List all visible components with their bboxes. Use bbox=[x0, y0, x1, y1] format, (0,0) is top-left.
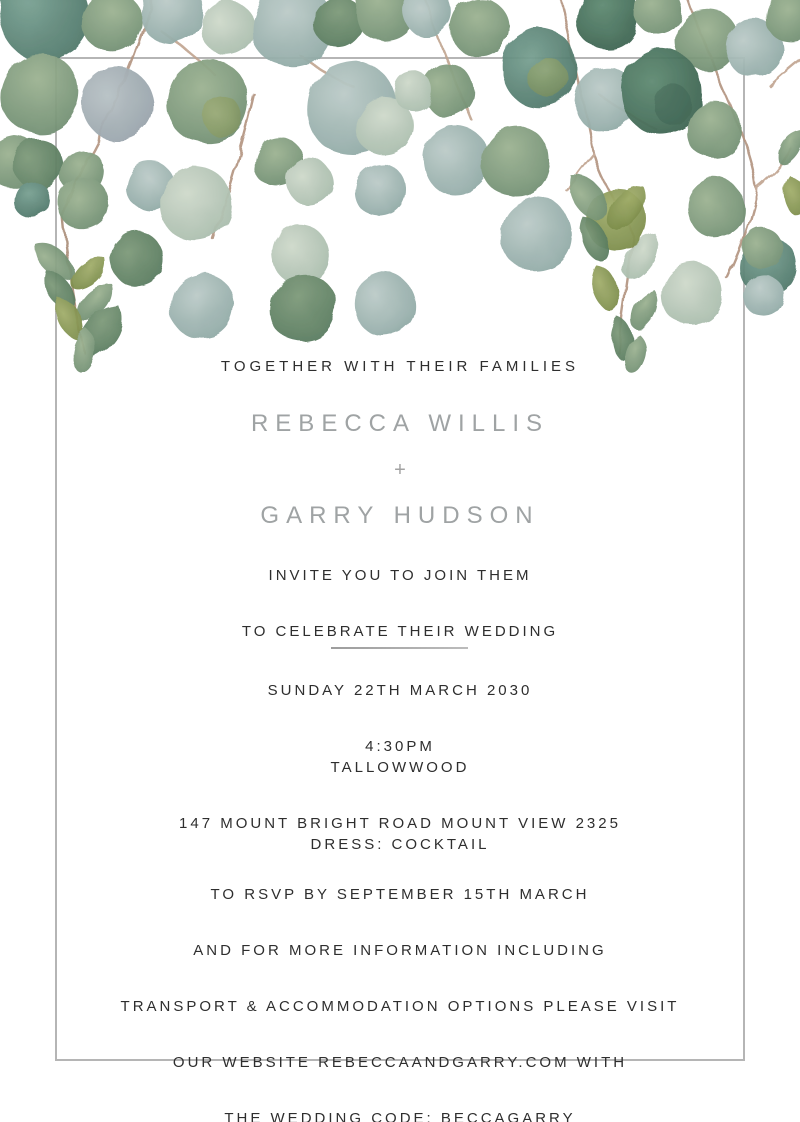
venue-address: 147 MOUNT BRIGHT ROAD MOUNT VIEW 2325 bbox=[179, 815, 621, 832]
dress-code: DRESS: COCKTAIL bbox=[310, 836, 490, 853]
divider-rule bbox=[331, 647, 468, 649]
event-time: 4:30PM bbox=[365, 738, 435, 755]
partner1-name: REBECCA WILLIS bbox=[250, 410, 550, 437]
venue-block bbox=[0, 754, 800, 838]
rsvp-line-4: OUR WEBSITE REBECCAANDGARRY.COM WITH bbox=[172, 1054, 628, 1071]
rsvp-line-2: AND FOR MORE INFORMATION INCLUDING bbox=[193, 942, 607, 959]
event-date: SUNDAY 22TH MARCH 2030 bbox=[267, 682, 533, 699]
date-time-block bbox=[0, 677, 800, 761]
rsvp-line-1: TO RSVP BY SEPTEMBER 15TH MARCH bbox=[210, 886, 590, 903]
rsvp-line-5: THE WEDDING CODE: BECCAGARRY bbox=[224, 1110, 576, 1122]
rsvp-line-3: TRANSPORT & ACCOMMODATION OPTIONS PLEASE VISIT bbox=[120, 998, 680, 1015]
intro-line: TOGETHER WITH THEIR FAMILIES bbox=[220, 358, 580, 375]
invite-message bbox=[0, 562, 800, 646]
rsvp-block bbox=[0, 881, 800, 1122]
invite-line-1: INVITE YOU TO JOIN THEM bbox=[268, 567, 532, 584]
partner2-name: GARRY HUDSON bbox=[260, 502, 540, 529]
eucalyptus-foliage-illustration bbox=[0, 0, 800, 380]
venue-name: TALLOWWOOD bbox=[330, 759, 470, 776]
invite-line-2: TO CELEBRATE THEIR WEDDING bbox=[241, 623, 559, 640]
plus-sign: + bbox=[394, 459, 406, 481]
